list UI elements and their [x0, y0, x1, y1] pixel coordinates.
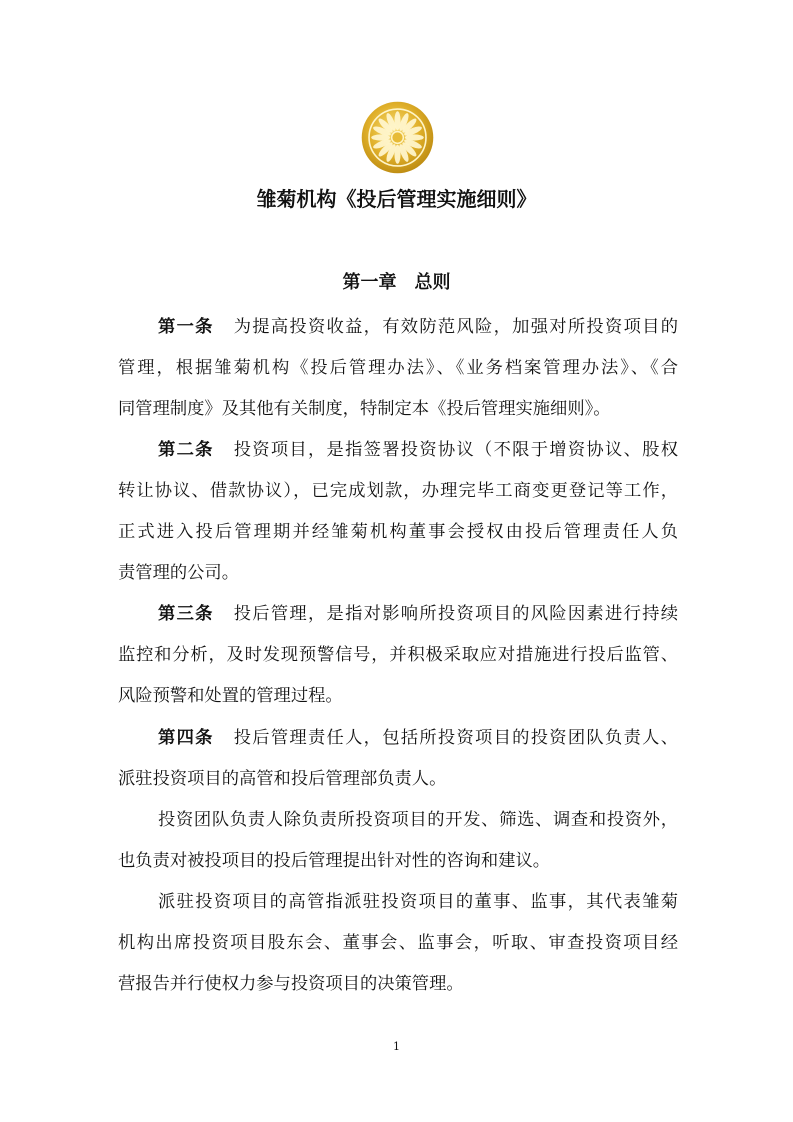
article-1-label: 第一条 [158, 317, 214, 337]
paragraph-1-line-2: 也负责对被投项目的投后管理提出针对性的咨询和建议。 [118, 851, 551, 871]
article-4-line-1: 第四条 投后管理责任人，包括所投资项目的投资团队负责人、 [158, 728, 678, 748]
document-title: 雏菊机构《投后管理实施细则》 [256, 187, 537, 211]
paragraph-2-line-3: 营报告并行使权力参与投资项目的决策管理。 [118, 974, 464, 994]
article-2-line-4: 责管理的公司。 [118, 563, 239, 583]
article-3-line-1: 第三条 投后管理，是指对影响所投资项目的风险因素进行持续 [158, 604, 678, 624]
article-2-line-1: 第二条 投资项目，是指签署投资协议（不限于增资协议、股权 [158, 440, 678, 460]
article-2-label: 第二条 [158, 440, 214, 460]
article-3-line-3: 风险预警和处置的管理过程。 [118, 686, 343, 706]
article-1-line-1: 第一条 为提高投资收益，有效防范风险，加强对所投资项目的 [158, 317, 678, 337]
article-4-label: 第四条 [158, 728, 214, 748]
paragraph-2-line-2: 机构出席投资项目股东会、董事会、监事会，听取、审查投资项目经 [118, 933, 678, 953]
article-3-line-2: 监控和分析，及时发现预警信号，并积极采取应对措施进行投后监管、 [118, 645, 678, 665]
daisy-emblem-icon [361, 101, 434, 174]
paragraph-1-line-1: 投资团队负责人除负责所投资项目的开发、筛选、调查和投资外， [158, 810, 678, 830]
paragraph-2-line-1: 派驻投资项目的高管指派驻投资项目的董事、监事，其代表雏菊 [158, 892, 678, 912]
chapter-heading: 第一章 总则 [342, 272, 451, 293]
article-1-line-2: 管理，根据雏菊机构《投后管理办法》、《业务档案管理办法》、《合 [118, 358, 678, 378]
article-3-label: 第三条 [158, 604, 214, 624]
article-4-line-2: 派驻投资项目的高管和投后管理部负责人。 [118, 769, 447, 789]
article-2-line-3: 正式进入投后管理期并经雏菊机构董事会授权由投后管理责任人负 [118, 522, 678, 542]
page-number: 1 [393, 1040, 400, 1053]
article-1-line-3: 同管理制度》及其他有关制度，特制定本《投后管理实施细则》。 [118, 399, 611, 419]
article-2-line-2: 转让协议、借款协议），已完成划款，办理完毕工商变更登记等工作， [118, 481, 678, 501]
